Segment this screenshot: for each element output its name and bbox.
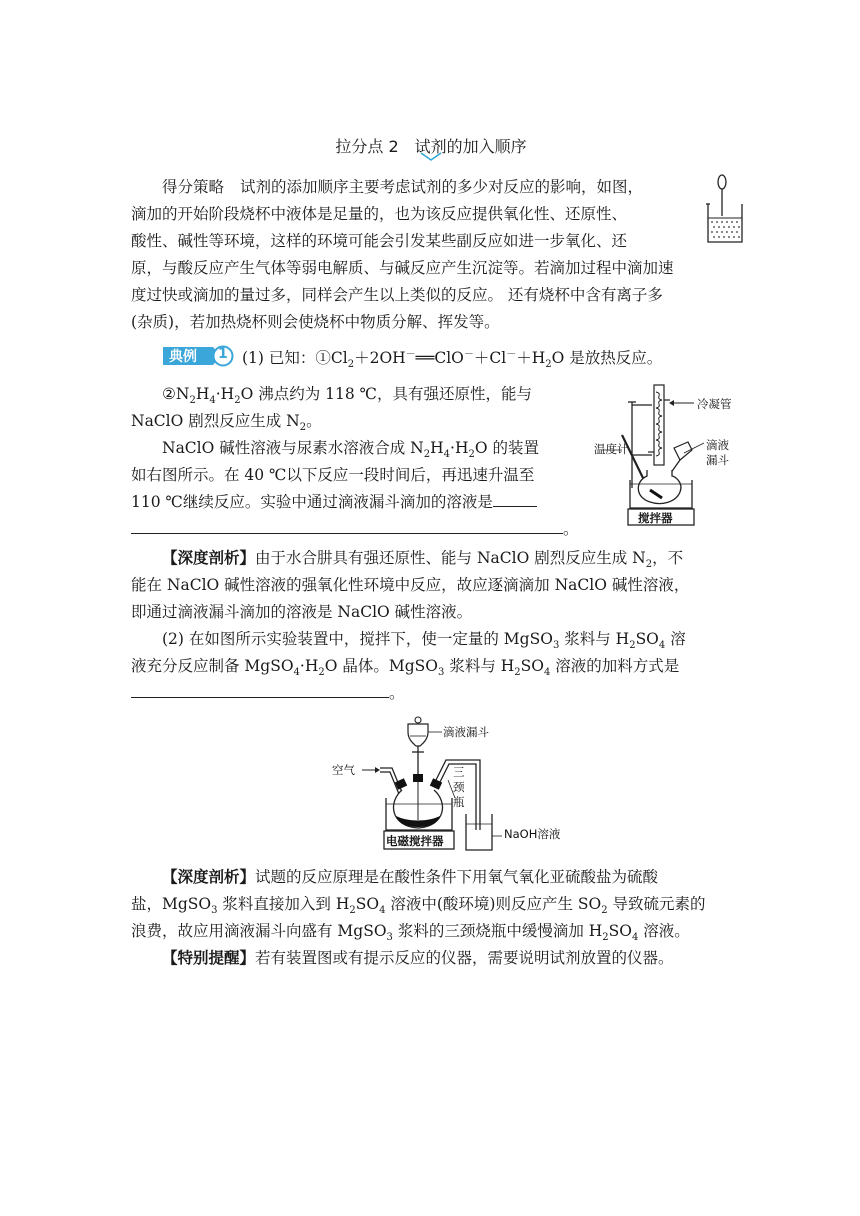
label-dropping-funnel: 滴液漏斗	[443, 725, 489, 739]
example-badge-number: 1	[218, 346, 228, 362]
special-tip-label: 【特别提醒】	[162, 948, 256, 967]
analysis1-line1: 【深度剖析】由于水合肼具有强还原性、能与 NaClO 剧烈反应生成 $N_2$，不	[162, 548, 684, 571]
example1-line2: $②N_2H_4\cdot H_2O$ 沸点约为 118 ℃，具有强还原性，能与	[162, 385, 532, 407]
label-magnetic-stirrer: 电磁搅拌器	[386, 834, 444, 848]
label-funnel-a: 滴液	[706, 438, 729, 452]
analysis1-line2: 能在 NaClO 碱性溶液的强氧化性环境中反应，故应逐滴滴加 NaClO 碱性溶液，	[131, 576, 690, 594]
analysis2-line1: 【深度剖析】试题的反应原理是在酸性条件下用氧气氧化亚硫酸盐为硫酸	[162, 867, 659, 886]
question2-line1: (2) 在如图所示实验装置中，搅拌下，使一定量的 MgSO$_3$ 浆料与 $H_2SO_4$ 溶	[162, 630, 686, 652]
answer-blank-1a[interactable]	[493, 491, 537, 507]
section-header	[296, 132, 566, 162]
beaker-dropper-figure	[700, 172, 750, 246]
strategy-line-5: 度过快或滴加的量过多，同样会产生以上类似的反应。 还有烧杯中含有离子多	[131, 286, 663, 304]
label-three-neck-3: 瓶	[453, 795, 465, 809]
analysis2-line3: 浪费，故应用滴液漏斗向盛有 MgSO$_3$ 浆料的三颈烧瓶中缓慢滴加 $H_2SO_4$ 溶液。	[131, 922, 690, 944]
label-three-neck-1: 三	[453, 765, 465, 779]
strategy-label: 得分策略	[162, 178, 225, 196]
strategy-line-1: 得分策略 试剂的添加顺序主要考虑试剂的多少对反应的影响，如图，	[162, 178, 644, 196]
example-badge	[161, 345, 235, 367]
special-tip-line: 【特别提醒】若有装置图或有提示反应的仪器，需要说明试剂放置的仪器。	[162, 948, 674, 967]
strategy-line-6: (杂质)，若加热烧杯则会使烧杯中物质分解、挥发等。	[131, 313, 500, 331]
label-condenser: 冷凝管	[697, 397, 732, 411]
analysis2-label: 【深度剖析】	[162, 867, 256, 886]
example1-line6: 110 ℃继续反应。实验中通过滴液漏斗滴加的溶液是	[131, 491, 537, 513]
example1-line7: 。	[131, 518, 579, 540]
answer-blank-1b[interactable]	[131, 518, 563, 534]
label-naoh-solution: NaOH溶液	[504, 827, 561, 841]
question2-line2: 液充分反应制备 $MgSO_4\cdot H_2O$ 晶体。MgSO$_3$ 浆料与 $H_2SO_4$ 溶液的加料方式是	[131, 657, 680, 679]
analysis2-line2: 盐，MgSO$_3$ 浆料直接加入到 $H_2SO_4$ 溶液中(酸环境)则反应产生 $SO_2$ 导致硫元素的	[131, 895, 706, 917]
example1-question1-line1: (1) 已知：$①Cl_2+2OH^-══ClO^-+Cl^-+H_2O$ 是放热反应。	[242, 348, 663, 371]
example1-line5: 如右图所示。在 40 ℃以下反应一段时间后，再迅速升温至	[131, 466, 535, 484]
label-funnel-b: 漏斗	[706, 453, 729, 467]
example1-line4: NaClO 碱性溶液与尿素水溶液合成 $N_2H_4\cdot H_2O$ 的装置	[162, 439, 539, 461]
strategy-line-4: 原，与酸反应产生气体等弱电解质、与碱反应产生沉淀等。若滴加过程中滴加速	[131, 259, 674, 277]
label-stirrer-1: 搅拌器	[638, 511, 673, 525]
section-title: 拉分点 2 试剂的加入顺序	[335, 137, 527, 156]
strategy-line-2: 滴加的开始阶段烧杯中液体是足量的，也为该反应提供氧化性、还原性、	[131, 205, 628, 223]
label-three-neck-2: 颈	[453, 780, 465, 794]
example1-line3: NaClO 剧烈反应生成 $N_2$。	[131, 412, 322, 434]
answer-blank-2[interactable]	[131, 682, 389, 698]
analysis1-line3: 即通过滴液漏斗滴加的溶液是 NaClO 碱性溶液。	[131, 603, 473, 621]
label-air: 空气	[332, 763, 355, 777]
strategy-line-3: 酸性、碱性等环境，这样的环境可能会引发某些副反应如进一步氧化、还	[131, 232, 628, 250]
question2-line3: 。	[131, 682, 405, 704]
example-badge-text: 典例	[169, 349, 197, 365]
analysis1-label: 【深度剖析】	[162, 548, 256, 567]
label-thermometer: 温度计	[594, 442, 629, 456]
